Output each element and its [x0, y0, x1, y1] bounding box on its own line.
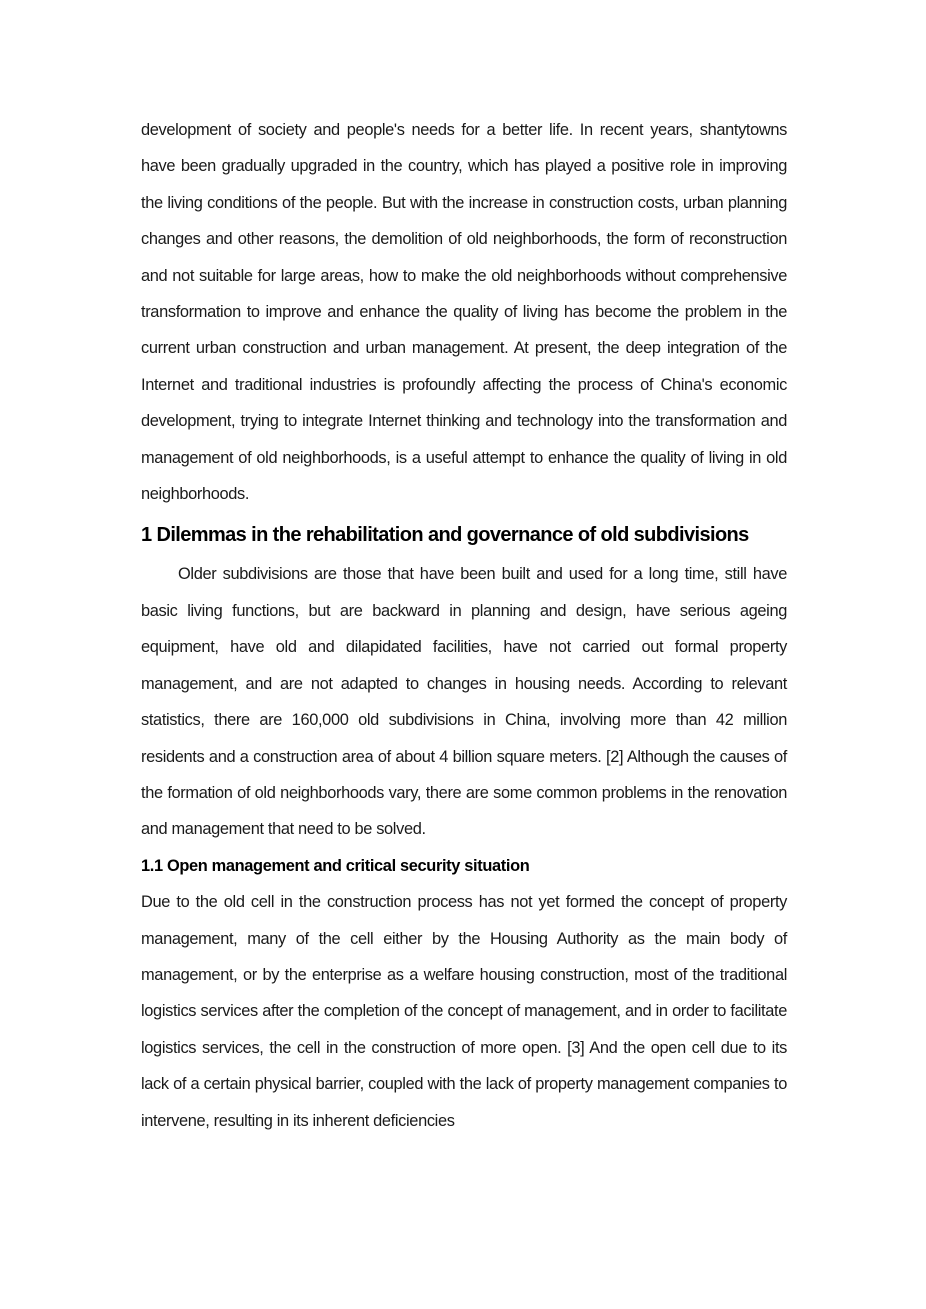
- intro-paragraph: development of society and people's needs for a better life. In recent years, shantytowns have been gradually upgraded in the country, which has played a positive role in improving the living conditions of the people. But with the increase in construction costs, urban planning changes and other reasons, the demolition of old neighborhoods, the form of reconstruction and not suitable for large areas, how to make the old neighborhoods without comprehensive transformation to improve and enhance the quality of living has become the problem in the current urban construction and urban management. At present, the deep integration of the Internet and traditional industries is profoundly affecting the process of China's economic development, trying to integrate Internet thinking and technology into the transformation and management of old neighborhoods, is a useful attempt to enhance the quality of living in old neighborhoods.: [141, 121, 787, 504]
- section-1-1-paragraph: Due to the old cell in the construction process has not yet formed the concept of property management, many of the cell either by the Housing Authority as the main body of management, or by the enterprise as a welfare housing construction, most of the traditional logistics services after the completion of the concept of management, and in order to facilitate logistics services, the cell in the construction of more open. [3] And the open cell due to its lack of a certain physical barrier, coupled with the lack of property management companies to intervene, resulting in its inherent deficiencies: [141, 893, 787, 1130]
- section-1-paragraph: Older subdivisions are those that have been built and used for a long time, still have basic living functions, but are backward in planning and design, have serious ageing equipment, have old and dilapidated facilities, have not carried out formal property management, and are not adapted to changes in housing needs. According to relevant statistics, there are 160,000 old subdivisions in China, involving more than 42 million residents and a construction area of about 4 billion square meters. [2] Although the causes of the formation of old neighborhoods vary, there are some common problems in the renovation and management that need to be solved.: [141, 565, 787, 839]
- document-body: [141, 112, 787, 1139]
- section-1-heading: 1 Dilemmas in the rehabilitation and governance of old subdivisions: [141, 524, 749, 547]
- section-1-1-heading: 1.1 Open management and critical security situation: [141, 856, 530, 875]
